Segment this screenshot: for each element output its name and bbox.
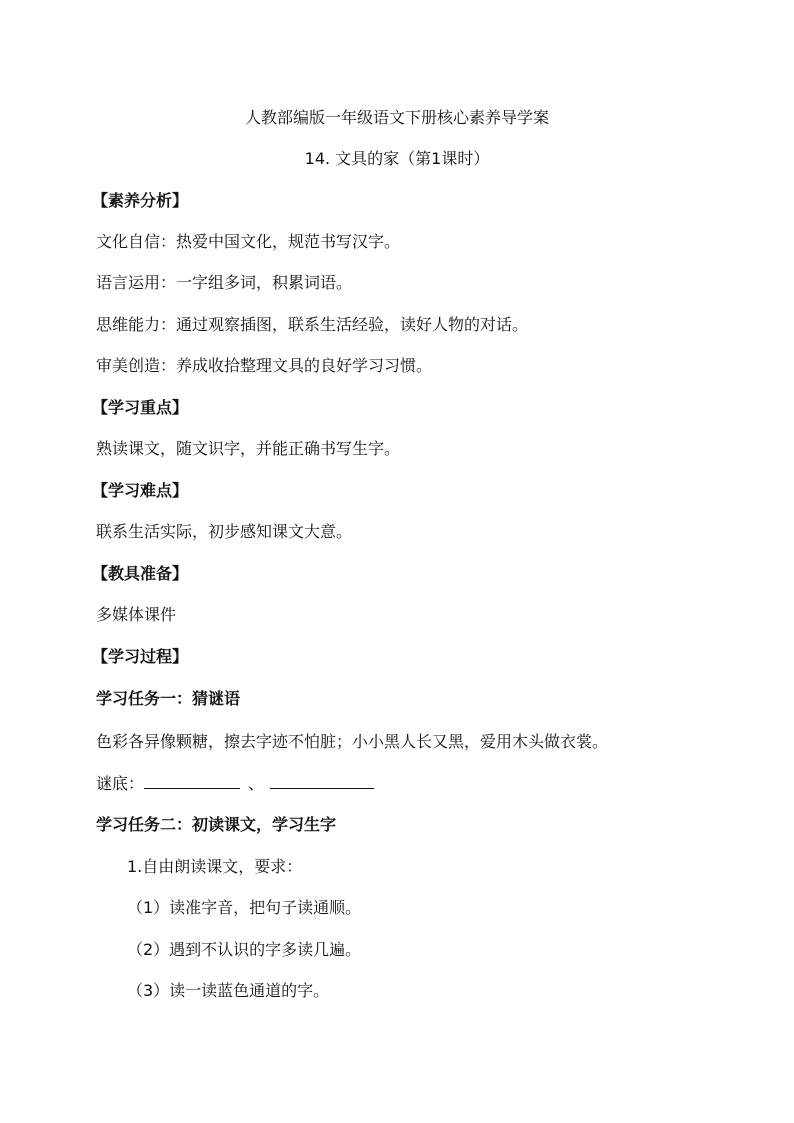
requirement-item: （1）读准字音，把句子读通顺。 (127, 898, 362, 917)
literacy-item: 思维能力：通过观察插图，联系生活经验，读好人物的对话。 (96, 315, 529, 334)
literacy-item: 语言运用：一字组多词，积累词语。 (96, 273, 353, 292)
answer-separator: 、 (248, 774, 265, 793)
key-points-text: 熟读课文，随文识字，并能正确书写生字。 (96, 439, 401, 458)
heading-materials: 【教具准备】 (92, 564, 189, 583)
difficulties-text: 联系生活实际，初步感知课文大意。 (96, 522, 353, 541)
heading-process: 【学习过程】 (92, 647, 189, 666)
materials-text: 多媒体课件 (96, 605, 177, 624)
task2-step: 1.自由朗读课文，要求： (127, 857, 303, 876)
heading-key-points: 【学习重点】 (92, 398, 189, 417)
riddle-text: 色彩各异像颗糖，擦去字迹不怕脏；小小黑人长又黑，爱用木头做衣裳。 (96, 732, 609, 751)
task2-title: 学习任务二：初读课文，学习生字 (96, 815, 337, 834)
requirement-item: （3）读一读蓝色通道的字。 (127, 981, 330, 1000)
answer-blank-2[interactable] (270, 772, 374, 789)
task1-title: 学习任务一：猜谜语 (96, 689, 241, 708)
literacy-item: 审美创造：养成收拾整理文具的良好学习习惯。 (96, 356, 433, 375)
riddle-answer-line (96, 772, 374, 795)
answer-label: 谜底： (96, 774, 145, 793)
document-title: 人教部编版一年级语文下册核心素养导学案 (244, 108, 549, 127)
answer-blank-1[interactable] (144, 772, 240, 789)
requirement-item: （2）遇到不认识的字多读几遍。 (127, 940, 362, 959)
heading-literacy: 【素养分析】 (92, 191, 189, 210)
lesson-title: 14. 文具的家（第1课时） (304, 149, 490, 168)
literacy-item: 文化自信：热爱中国文化，规范书写汉字。 (96, 232, 401, 251)
heading-difficulties: 【学习难点】 (92, 481, 189, 500)
